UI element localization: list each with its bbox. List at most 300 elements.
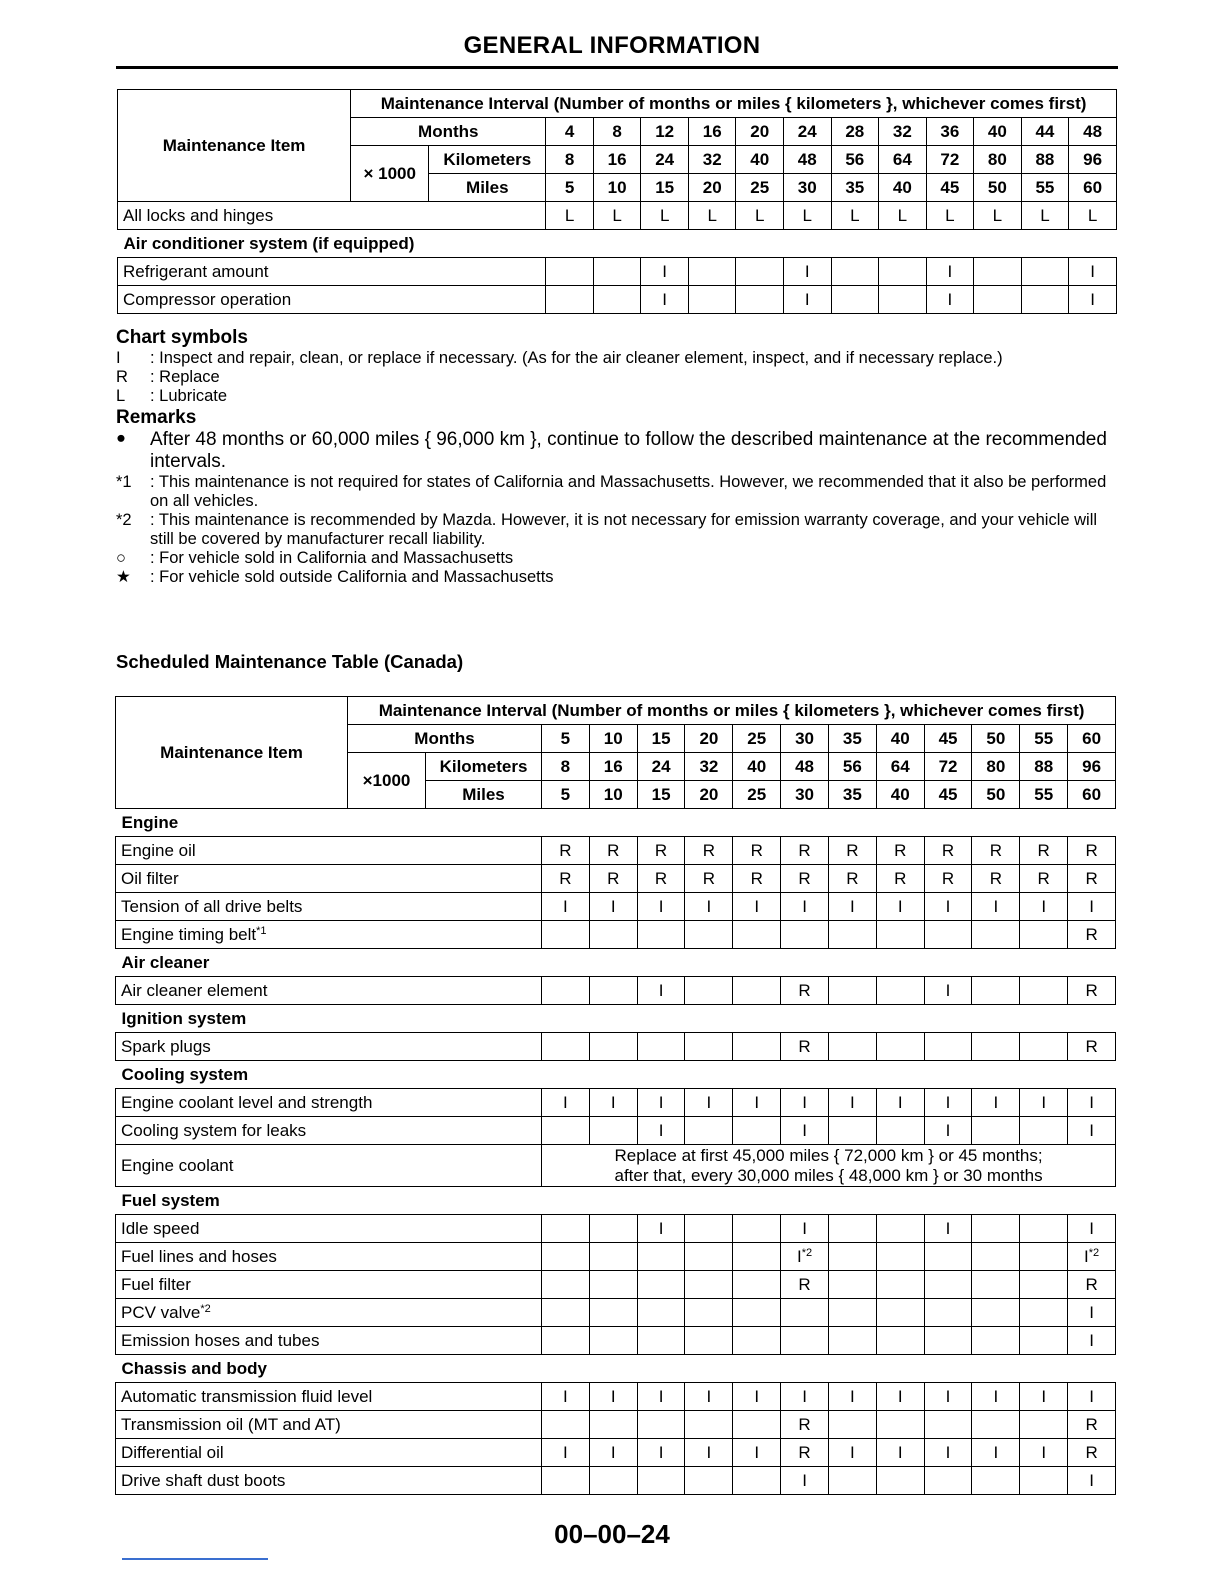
km-cell: 32	[688, 146, 736, 174]
miles-cell: 45	[926, 174, 974, 202]
interval-cell	[972, 1271, 1020, 1299]
interval-cell	[685, 1467, 733, 1495]
remarks-title: Remarks	[116, 407, 197, 428]
section-row	[116, 1187, 1116, 1215]
cell-value: I	[897, 1442, 903, 1462]
cell-value: I	[850, 896, 855, 916]
cell-value: L	[707, 205, 717, 225]
interval-cell	[685, 1089, 733, 1117]
interval-cell	[1020, 1327, 1068, 1355]
cell-value: R	[846, 840, 859, 860]
interval-cell	[972, 1327, 1020, 1355]
month-cell: 30	[781, 725, 829, 753]
interval-cell	[1020, 837, 1068, 865]
interval-cell	[637, 1411, 685, 1439]
cell-value: I	[1089, 1120, 1094, 1140]
month-cell: 5	[542, 725, 590, 753]
interval-cell	[781, 1383, 829, 1411]
miles-cell: 15	[641, 174, 689, 202]
cell-value: I	[1084, 1246, 1089, 1266]
cell-value: R	[607, 840, 620, 860]
cell-value: I	[1090, 261, 1095, 281]
interval-cell	[828, 1117, 876, 1145]
month-cell: 44	[1021, 118, 1069, 146]
cell-value: I	[658, 1386, 664, 1406]
interval-cell	[637, 1271, 685, 1299]
maintenance-item-header: Maintenance Item	[118, 90, 351, 202]
cell-value: R	[798, 868, 811, 888]
interval-cell	[685, 1383, 733, 1411]
cell-value: L	[612, 205, 622, 225]
month-cell: 36	[926, 118, 974, 146]
interval-cell	[637, 837, 685, 865]
interval-cell	[879, 258, 927, 286]
miles-label: Miles	[429, 174, 546, 202]
interval-cell	[589, 1271, 637, 1299]
interval-cell	[637, 893, 685, 921]
cell-value: L	[564, 205, 575, 225]
cell-value: R	[750, 868, 763, 888]
bullet-icon: ●	[116, 429, 126, 447]
interval-cell	[831, 202, 879, 230]
interval-cell	[1068, 1411, 1116, 1439]
interval-cell	[924, 1033, 972, 1061]
interval-cell	[589, 1327, 637, 1355]
interval-cell	[589, 1033, 637, 1061]
interval-cell	[542, 1439, 590, 1467]
cell-value: I	[945, 1442, 951, 1462]
interval-cell	[781, 1089, 829, 1117]
interval-cell	[974, 286, 1022, 314]
footnote-mark: *2	[200, 1302, 211, 1315]
cell-value: L	[992, 205, 1003, 225]
interval-cell	[781, 1439, 829, 1467]
interval-cell	[733, 1411, 781, 1439]
section-title: Air conditioner system (if equipped)	[123, 233, 415, 253]
cell-value: I	[850, 1442, 855, 1462]
interval-cell	[924, 1439, 972, 1467]
interval-cell	[589, 1299, 637, 1327]
cell-value: I	[658, 896, 664, 916]
row-label: Emission hoses and tubes	[116, 1327, 542, 1355]
interval-cell	[924, 977, 972, 1005]
interval-cell	[733, 1327, 781, 1355]
cell-value: I	[1041, 1386, 1047, 1406]
months-label: Months	[348, 725, 542, 753]
month-cell: 60	[1068, 725, 1116, 753]
interval-cell	[1068, 1089, 1116, 1117]
interval-cell	[972, 1033, 1020, 1061]
interval-cell	[637, 1327, 685, 1355]
table-row	[116, 1411, 1116, 1439]
remark-text: : This maintenance is not required for states of California and Massachusetts. However, we recommended that it also be performed on all vehicles.	[150, 473, 1107, 510]
interval-cell	[828, 977, 876, 1005]
interval-cell	[879, 286, 927, 314]
interval-cell	[781, 837, 829, 865]
interval-cell	[685, 893, 733, 921]
interval-cell	[972, 1411, 1020, 1439]
remark-row	[116, 473, 1116, 511]
cell-value: L	[945, 205, 955, 225]
month-cell: 25	[733, 725, 781, 753]
interval-cell	[685, 1327, 733, 1355]
miles-cell: 10	[593, 174, 641, 202]
interval-cell	[685, 1117, 733, 1145]
miles-cell: 45	[924, 781, 972, 809]
cell-value: I	[897, 1092, 903, 1112]
table-row	[116, 1467, 1116, 1495]
table-row	[116, 1117, 1116, 1145]
cell-value: I	[802, 1218, 807, 1238]
interval-cell	[972, 1439, 1020, 1467]
interval-cell	[781, 865, 829, 893]
interval-cell	[589, 921, 637, 949]
cell-value: I	[610, 896, 616, 916]
cell-value: R	[1037, 868, 1050, 888]
interval-cell	[637, 1439, 685, 1467]
interval-cell	[589, 1439, 637, 1467]
interval-cell	[828, 1327, 876, 1355]
interval-cell	[589, 1411, 637, 1439]
cell-value: I	[754, 896, 760, 916]
interval-cell	[589, 1243, 637, 1271]
month-cell: 4	[546, 118, 594, 146]
interval-cell	[641, 258, 689, 286]
interval-cell	[924, 1299, 972, 1327]
remark-text: : This maintenance is recommended by Mazda. However, it is not necessary for emission warranty coverage, and your vehicle will still be covered by manufacturer recall liability.	[150, 511, 1098, 548]
cell-value: I	[947, 289, 953, 309]
cell-value: I	[1089, 1470, 1094, 1490]
month-cell: 32	[879, 118, 927, 146]
star-icon: ★	[116, 568, 131, 586]
interval-cell	[876, 1033, 924, 1061]
cell-value: I	[945, 1092, 951, 1112]
interval-cell	[546, 258, 594, 286]
interval-cell	[1068, 1215, 1116, 1243]
section-title: Air cleaner	[121, 952, 210, 972]
interval-cell	[972, 1299, 1020, 1327]
section-title: Cooling system	[121, 1064, 249, 1084]
cell-value: I	[850, 1092, 855, 1112]
interval-cell	[733, 921, 781, 949]
interval-cell	[924, 1411, 972, 1439]
interval-cell	[924, 865, 972, 893]
miles-cell: 25	[736, 174, 784, 202]
interval-cell	[688, 202, 736, 230]
cell-value: I	[1089, 1330, 1094, 1350]
month-cell: 10	[589, 725, 637, 753]
row-label: Compressor operation	[118, 286, 546, 314]
cell-value: I	[945, 1218, 951, 1238]
cell-value: R	[750, 840, 763, 860]
interval-cell	[974, 258, 1022, 286]
interval-cell	[972, 1215, 1020, 1243]
cell-value: I	[1089, 1386, 1094, 1406]
symbol-row	[116, 349, 1116, 368]
km-cell: 96	[1068, 753, 1116, 781]
cell-value: I	[662, 289, 668, 309]
row-label: Drive shaft dust boots	[116, 1467, 542, 1495]
section-row	[116, 949, 1116, 977]
table-row	[116, 921, 1116, 949]
row-label: Air cleaner element	[116, 977, 542, 1005]
km-cell: 16	[589, 753, 637, 781]
interval-cell	[1021, 286, 1069, 314]
cell-value: I	[945, 980, 951, 1000]
interval-cell	[542, 1033, 590, 1061]
month-cell: 28	[831, 118, 879, 146]
month-cell: 40	[876, 725, 924, 753]
interval-cell	[972, 865, 1020, 893]
remark-text: After 48 months or 60,000 miles { 96,000 km }, continue to follow the described maintenance at the recommended intervals.	[150, 429, 1107, 472]
table-row	[116, 837, 1116, 865]
cell-value: I	[706, 1442, 712, 1462]
page-title: GENERAL INFORMATION	[463, 32, 761, 59]
km-cell: 24	[637, 753, 685, 781]
km-label: Kilometers	[429, 146, 546, 174]
cell-value: I	[993, 1092, 999, 1112]
interval-cell	[784, 286, 832, 314]
interval-cell	[1020, 1271, 1068, 1299]
cell-value: I	[563, 1442, 568, 1462]
interval-cell	[1068, 1117, 1116, 1145]
interval-cell	[781, 1327, 829, 1355]
cell-value: R	[846, 868, 859, 888]
cell-value: L	[1087, 205, 1098, 225]
interval-cell	[1020, 921, 1068, 949]
row-label: Oil filter	[116, 865, 542, 893]
interval-cell	[685, 1439, 733, 1467]
km-cell: 96	[1069, 146, 1117, 174]
notes-block	[116, 326, 1116, 587]
cell-value: L	[897, 205, 908, 225]
remark-symbol: *1	[116, 473, 132, 491]
cell-value: I	[897, 1386, 903, 1406]
interval-cell	[685, 1033, 733, 1061]
miles-cell: 30	[781, 781, 829, 809]
cell-value: I	[658, 1092, 664, 1112]
cell-value: I	[1041, 1442, 1047, 1462]
interval-cell	[784, 258, 832, 286]
canada-maintenance-table	[115, 696, 1116, 1495]
interval-cell	[972, 977, 1020, 1005]
interval-cell	[546, 202, 594, 230]
cell-value: R	[1085, 1274, 1098, 1294]
interval-cell	[685, 977, 733, 1005]
month-cell: 48	[1069, 118, 1117, 146]
interval-cell	[876, 1327, 924, 1355]
interval-cell	[828, 893, 876, 921]
cell-value: L	[659, 205, 670, 225]
cell-value: R	[1085, 840, 1098, 860]
cell-value: I	[563, 1092, 568, 1112]
interval-cell	[736, 202, 784, 230]
month-cell: 12	[641, 118, 689, 146]
cell-value: I	[1089, 1218, 1094, 1238]
cell-value: R	[607, 868, 620, 888]
miles-label: Miles	[426, 781, 542, 809]
miles-cell: 5	[542, 781, 590, 809]
month-cell: 8	[593, 118, 641, 146]
cell-value: I	[754, 1442, 760, 1462]
cell-value: I	[610, 1442, 616, 1462]
cell-value: R	[702, 840, 716, 860]
miles-cell: 15	[637, 781, 685, 809]
symbol-text: : Lubricate	[150, 387, 228, 405]
miles-cell: 40	[879, 174, 927, 202]
interval-cell	[589, 1215, 637, 1243]
miles-cell: 25	[733, 781, 781, 809]
km-cell: 80	[972, 753, 1020, 781]
table-row	[116, 1215, 1116, 1243]
km-label: Kilometers	[426, 753, 542, 781]
row-label: Refrigerant amount	[118, 258, 546, 286]
symbol-code: R	[116, 368, 128, 386]
interval-cell	[876, 1411, 924, 1439]
interval-cell	[542, 1299, 590, 1327]
cell-value: I	[1089, 1092, 1094, 1112]
interval-cell	[733, 1383, 781, 1411]
table-row	[116, 1243, 1116, 1271]
cell-value: I	[754, 1092, 760, 1112]
km-cell: 40	[733, 753, 781, 781]
cell-value: I	[658, 1218, 664, 1238]
interval-cell	[828, 837, 876, 865]
cell-value: I	[993, 1386, 999, 1406]
row-label: Cooling system for leaks	[116, 1117, 542, 1145]
cell-value: I	[706, 1092, 712, 1112]
cell-value: R	[1085, 1036, 1098, 1056]
interval-cell	[876, 1271, 924, 1299]
row-label: Automatic transmission fluid level	[116, 1383, 542, 1411]
interval-cell	[688, 286, 736, 314]
interval-cell	[637, 921, 685, 949]
row-label-text: Engine timing belt	[121, 924, 257, 944]
cell-value: I	[1041, 896, 1047, 916]
footer-line	[122, 1558, 268, 1560]
interval-cell	[1068, 1383, 1116, 1411]
interval-cell	[589, 977, 637, 1005]
interval-cell	[781, 1033, 829, 1061]
cell-value: L	[755, 205, 765, 225]
interval-cell	[1068, 1243, 1116, 1271]
row-label-text: PCV valve	[121, 1302, 201, 1322]
interval-cell	[831, 258, 879, 286]
interval-cell	[1068, 865, 1116, 893]
interval-cell	[924, 921, 972, 949]
interval-cell	[736, 286, 784, 314]
interval-cell	[733, 1117, 781, 1145]
interval-cell	[972, 1467, 1020, 1495]
remark-row	[116, 511, 1116, 549]
interval-cell	[972, 1089, 1020, 1117]
interval-cell	[924, 1271, 972, 1299]
interval-cell	[924, 1117, 972, 1145]
interval-cell	[831, 286, 879, 314]
footnote-mark: *2	[1088, 1246, 1100, 1259]
months-label: Months	[351, 118, 546, 146]
interval-cell	[972, 921, 1020, 949]
interval-cell	[542, 1215, 590, 1243]
symbol-row	[116, 368, 1116, 387]
interval-cell	[876, 977, 924, 1005]
interval-cell	[1020, 893, 1068, 921]
cell-value: R	[1085, 1414, 1098, 1434]
interval-cell	[593, 286, 641, 314]
row-label: Engine coolant level and strength	[116, 1089, 542, 1117]
cell-value: I	[1089, 1302, 1094, 1322]
interval-cell	[972, 1117, 1020, 1145]
interval-cell	[876, 1215, 924, 1243]
interval-cell	[637, 1033, 685, 1061]
interval-cell	[733, 1271, 781, 1299]
interval-cell	[1068, 1439, 1116, 1467]
x1000-label: ×1000	[348, 753, 426, 809]
cell-value: I	[563, 896, 568, 916]
interval-cell	[924, 837, 972, 865]
month-cell: 50	[972, 725, 1020, 753]
interval-cell	[1068, 837, 1116, 865]
interval-cell	[1068, 1299, 1116, 1327]
interval-cell	[1020, 1439, 1068, 1467]
interval-cell	[637, 1383, 685, 1411]
km-cell: 32	[685, 753, 733, 781]
interval-cell	[926, 202, 974, 230]
interval-cell	[781, 893, 829, 921]
interval-cell	[589, 865, 637, 893]
interval-cell	[828, 1439, 876, 1467]
table-row	[116, 893, 1116, 921]
section-title: Engine	[121, 812, 179, 832]
cell-value: I	[658, 1120, 664, 1140]
interval-cell	[589, 893, 637, 921]
interval-cell	[1020, 1299, 1068, 1327]
symbol-code: I	[116, 349, 121, 367]
interval-cell	[924, 1383, 972, 1411]
interval-cell	[876, 1439, 924, 1467]
cell-value: I	[945, 896, 951, 916]
interval-header: Maintenance Interval (Number of months or miles { kilometers }, whichever comes first)	[351, 90, 1117, 118]
remark-row	[116, 429, 1116, 473]
cell-value: I	[796, 1246, 802, 1266]
cell-value: I	[945, 1386, 951, 1406]
interval-cell	[685, 865, 733, 893]
interval-cell	[637, 1215, 685, 1243]
table-row	[116, 1033, 1116, 1061]
interval-cell	[781, 1299, 829, 1327]
interval-cell	[876, 1117, 924, 1145]
miles-cell: 20	[685, 781, 733, 809]
interval-cell	[733, 865, 781, 893]
interval-cell	[781, 977, 829, 1005]
cell-value: I	[850, 1386, 855, 1406]
interval-cell	[542, 837, 590, 865]
km-cell: 24	[641, 146, 689, 174]
interval-cell	[876, 921, 924, 949]
miles-cell: 20	[688, 174, 736, 202]
miles-cell: 55	[1020, 781, 1068, 809]
interval-cell	[641, 286, 689, 314]
cell-value: I	[662, 261, 668, 281]
interval-cell	[876, 1089, 924, 1117]
km-cell: 56	[831, 146, 879, 174]
interval-cell	[828, 1033, 876, 1061]
interval-cell	[542, 1383, 590, 1411]
interval-cell	[876, 837, 924, 865]
month-cell: 16	[688, 118, 736, 146]
km-cell: 72	[924, 753, 972, 781]
interval-cell	[637, 1117, 685, 1145]
